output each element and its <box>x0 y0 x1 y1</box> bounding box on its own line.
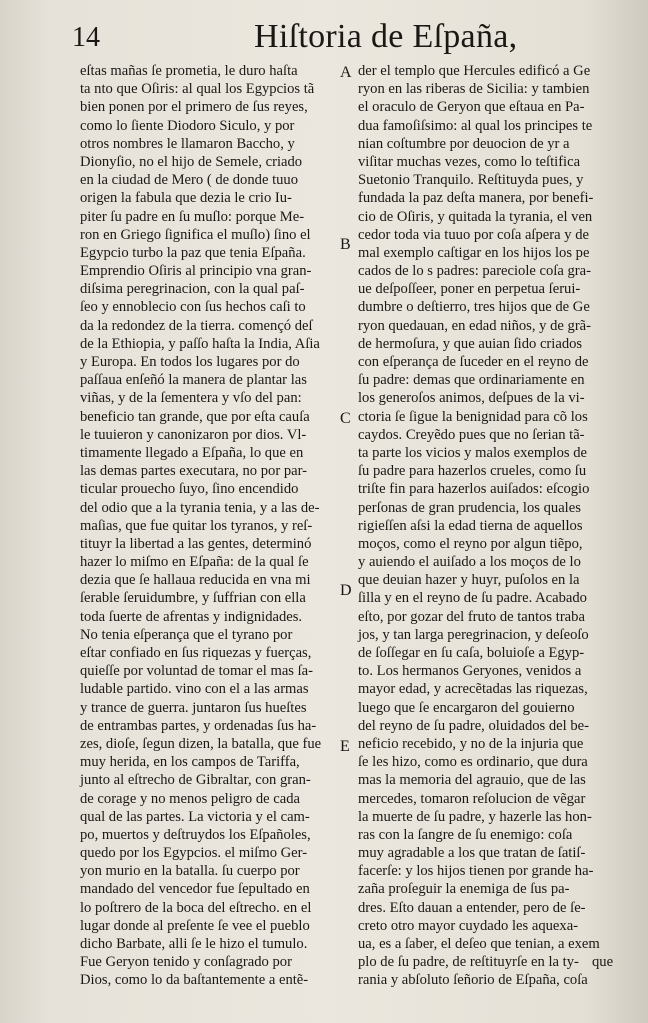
right-column-line: ſe les hizo, como es ordinario, que dura <box>358 754 588 771</box>
right-column-line: cio de Oſiris, y quitada la tyrania, el ven <box>358 208 593 225</box>
right-column-line: ctoria ſe ſigue la benignidad para cõ los <box>358 408 588 425</box>
right-column-line: creto otro mayor cuydado les aquexa- <box>358 917 579 934</box>
left-column-line: hazer lo miſmo en Eſpaña: de la qual ſe <box>80 554 309 571</box>
left-column-line: quedo por los Egypcios. el miſmo Ger- <box>80 845 308 862</box>
left-column-line: da la redondez de la tierra. començó deſ <box>80 317 313 334</box>
left-column-line: de la Ethiopia, y paſſo haſta la India, Aſia <box>80 335 320 352</box>
right-column-line: ryon en las riberas de Sicilia: y tambien <box>358 81 590 98</box>
right-column-line: con eſperança de ſuceder en el reyno de <box>358 354 589 370</box>
right-column-line: ryon quedauan, en edad niños, y de grã- <box>358 317 592 334</box>
left-column-line: piter ſu padre en ſu muſlo: porque Me- <box>80 208 305 225</box>
left-column-line: y trance de guerra. juntaron ſus hueſtes <box>80 699 307 716</box>
left-column-line: bien ponen por el primero de ſus reyes, <box>80 99 308 116</box>
right-column <box>358 62 626 990</box>
right-column-line: ſu padre: demas que ordinariamente en <box>358 372 585 389</box>
left-column-line: tituyr la libertad a las gentes, determinó <box>80 535 312 552</box>
right-column-line: ta parte los vicios y malos exemplos de <box>358 444 587 461</box>
left-column-line: le tuuieron y canonizaron por dios. Vl- <box>80 426 307 443</box>
left-column-line: toda ſuerte de afrentas y indignidades. <box>80 608 303 625</box>
margin-letter-c: C <box>340 410 351 427</box>
left-column-line: y Europa. En todos los lugares por do <box>80 354 300 370</box>
right-column-line: plo de ſu padre, de reſtituyrſe en la ty- <box>358 954 579 971</box>
left-column-line: origen la fabula que dezia le crio Iu- <box>80 190 292 207</box>
left-column-line: maſias, que fue quitar los tyranos, y reſ- <box>80 517 313 534</box>
right-column-line: caydos. Creyẽdo pues que no ſerian tã- <box>358 426 585 443</box>
left-column-line: como lo ſiente Diodoro Siculo, y por <box>80 117 295 134</box>
left-column-line: qual de las partes. La victoria y el cam- <box>80 808 310 825</box>
right-column-line: rania y abſoluto ſeñorio de Eſpaña, coſa <box>358 972 588 989</box>
left-column-line: ludable partido. vino con el a las armas <box>80 681 309 698</box>
page-number: 14 <box>72 22 100 53</box>
left-column-line: quieſſe por voluntad de tomar el mas ſa- <box>80 663 314 680</box>
left-column-line: ſeo y ennoblecio con ſus hechos caſi to <box>80 299 306 316</box>
right-column-line: viſitar muchas vezes, como lo teſtifica <box>358 153 581 170</box>
left-column-line: po, muertos y deſtruydos los Eſpañoles, <box>80 826 311 843</box>
right-column-line: luego que ſe encargaron del gouierno <box>358 699 575 716</box>
left-column-line: ta nto que Oſiris: al qual los Egypcios tã <box>80 81 315 98</box>
right-column-line: mal exemplo caſtigar en los hijos los pe <box>358 244 590 261</box>
right-column-line: ua, es a ſaber, el deſeo que tenian, a exem <box>358 936 600 952</box>
right-column-line: der el templo que Hercules edificó a Ge <box>358 63 591 79</box>
margin-letter-b: B <box>340 236 351 253</box>
left-column-line: Fue Geryon tenido y conſagrado por <box>80 954 292 971</box>
right-column-line: de hermoſura, y que auian ſido criados <box>358 335 583 352</box>
left-column-line: ron en Griego ſignifica el muſlo) ſino el <box>80 226 311 243</box>
left-column-line: de corage y no menos peligro de cada <box>80 790 301 807</box>
right-column-line: de ſoſſegar en ſu caſa, boluioſe a Egyp- <box>358 645 585 661</box>
right-column-line: la muerte de ſu padre, y hazerle las hon- <box>358 808 592 825</box>
left-column-line: lo poſtrero de la boca del eſtrecho. en el <box>80 899 312 916</box>
right-column-line: neficio recebido, y no de la injuria que <box>358 735 584 752</box>
left-column-line: en la ciudad de Mero ( de donde tuuo <box>80 172 299 189</box>
left-column-line: eſtar confiado en ſus riquezas y fuerças, <box>80 645 312 661</box>
right-column-line: dumbre o deſtierro, tres hijos que de Ge <box>358 299 590 316</box>
right-column-line: eſto, por gozar del fruto de tantos traba <box>358 608 585 625</box>
running-head: Hiſtoria de Eſpaña, <box>254 18 518 55</box>
left-column-line: Dios, como lo da baſtantemente a entẽ- <box>80 972 309 989</box>
left-column-line: junto al eſtrecho de Gibraltar, con gran- <box>80 772 311 789</box>
margin-letter-e: E <box>340 738 350 755</box>
left-column-line: Emprendio Oſiris al principio vna gran- <box>80 263 312 280</box>
margin-letter-d: D <box>340 582 352 599</box>
left-column-line: de entrambas partes, y ordenadas ſus ha- <box>80 717 317 734</box>
right-column-line: mayor edad, y acrecẽtadas las riquezas, <box>358 681 588 698</box>
right-column-line: ſilla y en el reyno de ſu padre. Acabado <box>358 590 587 607</box>
left-column-line: viñas, y de la ſementera y vſo del pan: <box>80 390 302 407</box>
right-column-line: los generoſos animos, deſpues de la vi- <box>358 390 585 407</box>
left-column-line: otros nombres le llamaron Baccho, y <box>80 135 295 152</box>
right-column-line: cados de lo s padres: pareciole coſa gra- <box>358 263 591 280</box>
right-column-line: mercedes, tomaron reſolucion de vẽgar <box>358 790 586 807</box>
left-column-line: lugar donde al preſente ſe vee el pueblo <box>80 917 310 934</box>
left-column-line: diſsima peregrinacion, con la qual paſ- <box>80 281 305 298</box>
left-column-line: mandado del vencedor fue ſepultado en <box>80 881 310 898</box>
right-column-line: rigieſſen aſsi la edad tierna de aquellos <box>358 517 583 534</box>
left-column-line: eſtas mañas ſe prometia, le duro haſta <box>80 63 298 79</box>
left-column-line: paſſaua enſeñó la manera de plantar las <box>80 372 307 389</box>
left-column-line: zes, dioſe, ſegun dizen, la batalla, que fue <box>80 735 322 752</box>
left-column-line: Dionyſio, no el hijo de Semele, criado <box>80 153 303 170</box>
right-column-line: fundada la paz deſta manera, por benefi- <box>358 190 594 207</box>
left-column <box>80 62 336 990</box>
right-column-line: cedor toda via tuuo por coſa aſpera y de <box>358 226 589 243</box>
right-column-line: Suetonio Tranquilo. Reſtituyda pues, y <box>358 172 584 189</box>
left-column-line: beneficio tan grande, que por eſta cauſa <box>80 408 310 425</box>
right-column-line: zaña proſeguir la enemiga de ſus pa- <box>358 881 570 898</box>
right-column-line: del reyno de ſu padre, oluidados del be- <box>358 717 589 734</box>
left-column-line: yon murio en la batalla. ſu cuerpo por <box>80 863 300 880</box>
right-column-line: to. Los hermanos Geryones, venidos a <box>358 663 582 680</box>
right-column-line: el oraculo de Geryon que eſtaua en Pa- <box>358 99 585 116</box>
left-column-line: ſerable ſeruidumbre, y ſuffrian con ella <box>80 590 306 607</box>
right-column-line: ſu padre para hazerlos crueles, como ſu <box>358 463 587 480</box>
left-column-line: Egypcio turbo la paz que tenia Eſpaña. <box>80 244 306 261</box>
left-column-line: dicho Barbate, alli ſe le hizo el tumulo. <box>80 936 308 952</box>
left-column-line: ticular prouecho ſuyo, ſino encendido <box>80 481 299 498</box>
right-column-line: nian coſtumbre por deuocion de yr a <box>358 135 570 152</box>
right-column-line: moços, como el reyno por algun tiẽpo, <box>358 535 583 552</box>
right-column-line: facerſe: y los hijos tienen por grande ha- <box>358 863 594 880</box>
catchword: que <box>592 954 614 970</box>
right-column-line: ue deſpoſſeer, poner en perpetua ſerui- <box>358 281 581 298</box>
left-column-line: las demas partes executara, no por par- <box>80 463 308 480</box>
right-column-line: dua famoſiſsimo: al qual los principes te <box>358 117 593 134</box>
right-column-line: y auiendo el auiſado a los moços de lo <box>358 554 581 571</box>
margin-letter-a: A <box>340 64 352 81</box>
right-column-line: mas la memoria del agrauio, que de las <box>358 772 586 789</box>
left-column-line: timamente llegado a Eſpaña, lo que en <box>80 444 304 461</box>
right-column-line: muy agradable a los que tratan de ſatiſ- <box>358 845 586 862</box>
right-column-line: triſte fin para hazerlos auiſados: eſcogio <box>358 481 590 498</box>
right-column-line: dres. Eſto dauan a entender, pero de ſe- <box>358 899 586 916</box>
left-column-line: del odio que a la tyrania tenia, y a las de- <box>80 499 320 516</box>
right-column-line: ras con la ſangre de ſu enemigo: coſa <box>358 826 573 843</box>
right-column-line: perſonas de gran prudencia, los quales <box>358 499 581 516</box>
right-column-line: que deuian hazer y huyr, puſolos en la <box>358 572 580 589</box>
left-column-line: muy herida, en los campos de Tariffa, <box>80 754 300 771</box>
right-column-line: jos, y tan larga peregrinacion, y deſeoſo <box>358 626 589 643</box>
left-column-line: No tenia eſperança que el tyrano por <box>80 626 293 643</box>
left-column-line: dezia que ſe hallaua reducida en vna mi <box>80 572 311 589</box>
